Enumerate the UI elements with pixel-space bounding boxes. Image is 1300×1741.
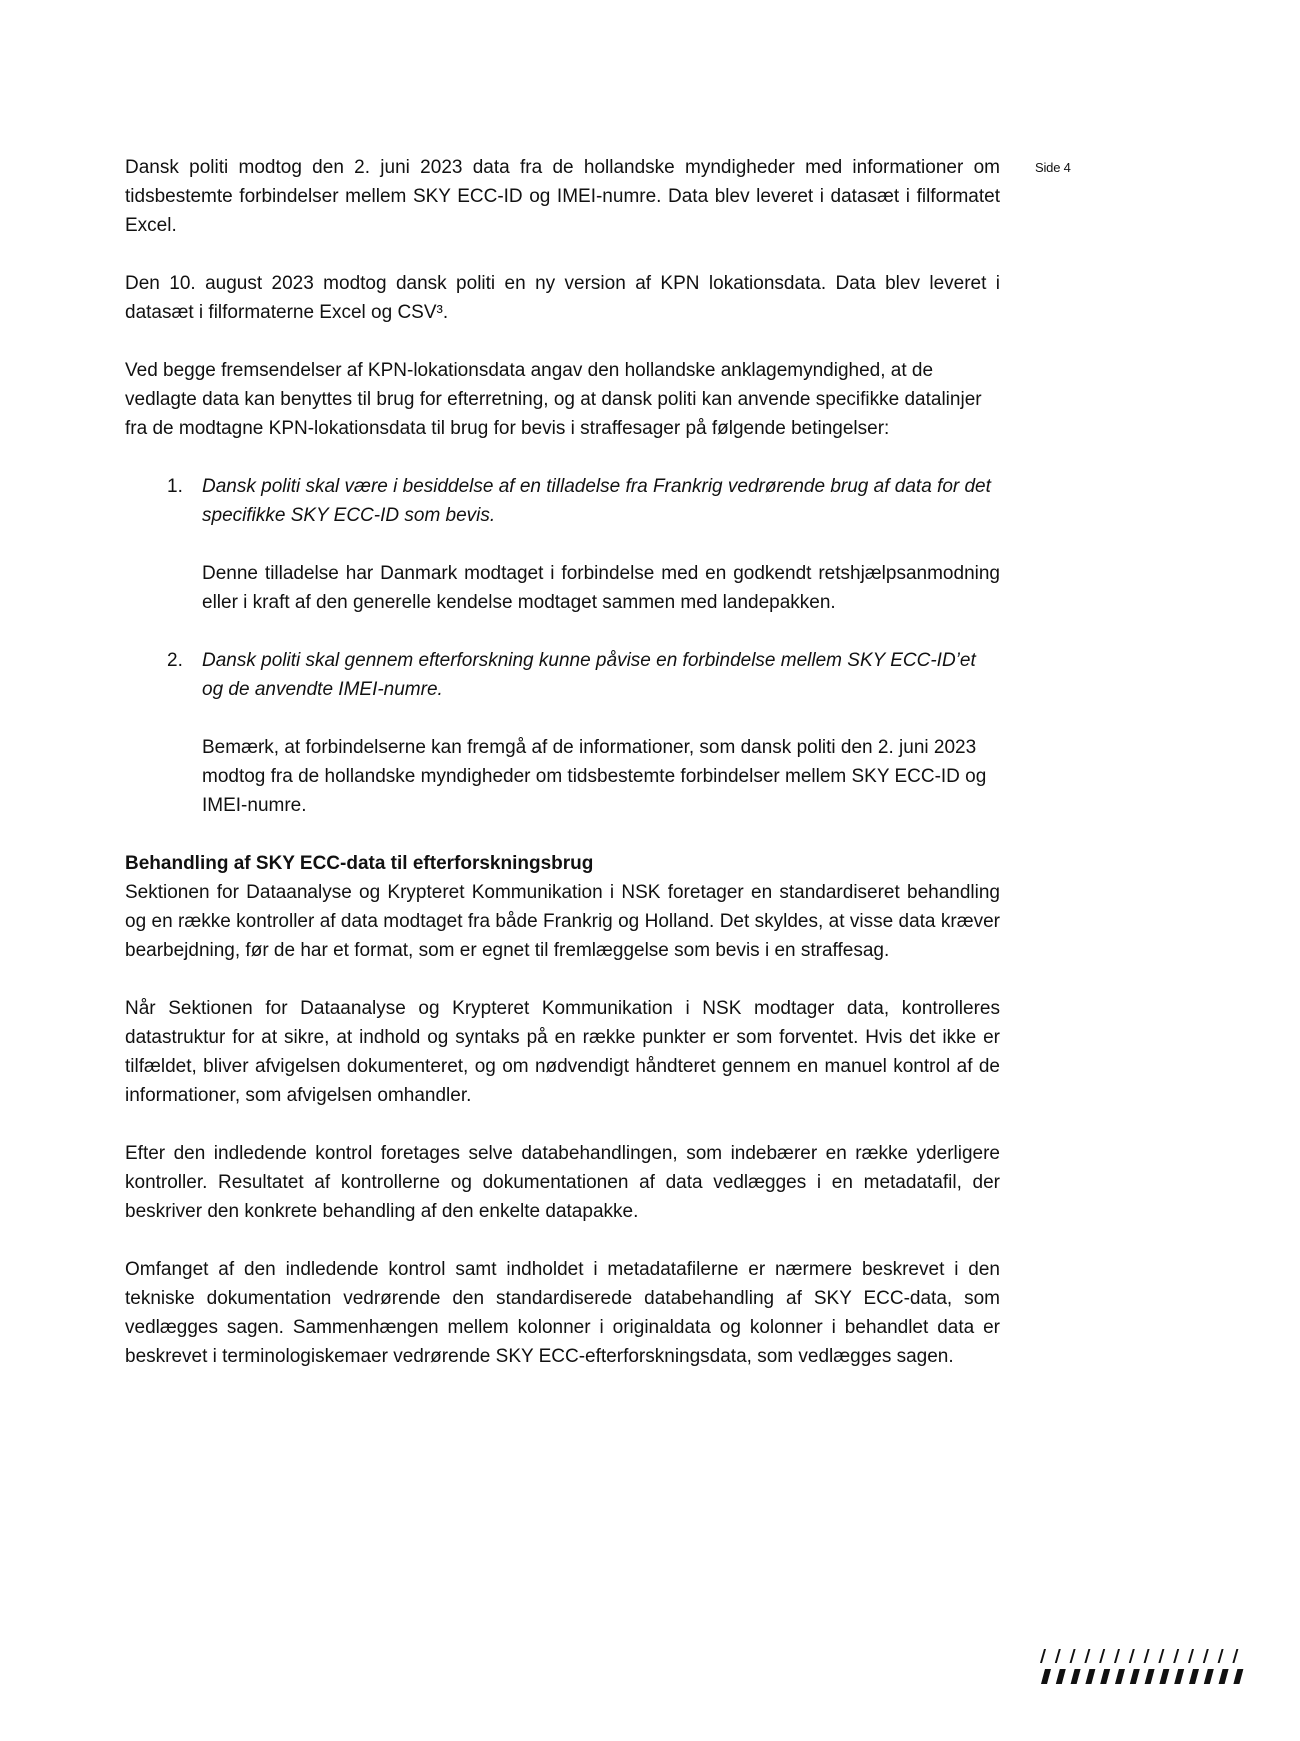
page-number: Side 4: [1035, 160, 1071, 175]
condition-note: Denne tilladelse har Danmark modtaget i forbindelse med en godkendt retshjælpsanmodning eller i kraft af den generelle kendelse modtaget sammen med landepakken.: [202, 563, 1000, 613]
condition-text: Dansk politi skal være i besiddelse af en tilladelse fra Frankrig vedrørende brug af data for det specifikke SKY ECC-ID som bevis.: [202, 476, 991, 526]
list-item: [125, 646, 1000, 820]
condition-note: Bemærk, at forbindelserne kan fremgå af de informationer, som dansk politi den 2. juni 2023 modtog fra de hollandske myndigheder om tidsbestemte forbindelser mellem SKY ECC-ID og IMEI-numre.: [202, 737, 987, 816]
paragraph: Den 10. august 2023 modtog dansk politi en ny version af KPN lokationsdata. Data blev leveret i datasæt i filformaterne Excel og CSV³.: [125, 273, 1000, 323]
condition-text: Dansk politi skal gennem efterforskning kunne påvise en forbindelse mellem SKY ECC-ID’et og de anvendte IMEI-numre.: [202, 650, 976, 700]
paragraph: Når Sektionen for Dataanalyse og Krypteret Kommunikation i NSK modtager data, kontrolleres datastruktur for at sikre, at indhold og syntaks på en række punkter er som forventet. Hvis det ikke er tilfældet, bliver afvigelsen dokumenteret, og om nødvendigt håndteret gennem en manuel kontrol af de informationer, som afvigelsen omhandler.: [125, 998, 1000, 1106]
paragraph: Sektionen for Dataanalyse og Krypteret Kommunikation i NSK foretager en standardiseret behandling og en række kontroller af data modtaget fra både Frankrig og Holland. Det skyldes, at visse data kræver bearbejdning, før de har et format, som er egnet til fremlæggelse som bevis i en straffesag.: [125, 882, 1000, 961]
paragraph: Ved begge fremsendelser af KPN-lokationsdata angav den hollandske anklagemyndighed, at de vedlagte data kan benyttes til brug for efterretning, og at dansk politi kan anvende specifikke datalinjer fra de modtagne KPN-lokationsdata til brug for bevis i straffesager på følgende betingelser:: [125, 360, 982, 439]
paragraph: Omfanget af den indledende kontrol samt indholdet i metadatafilerne er nærmere beskrevet i den tekniske dokumentation vedrørende den standardiserede databehandling af SKY ECC-data, som vedlægges sagen. Sammenhængen mellem kolonner i originaldata og kolonner i behandlet data er beskrevet i terminologiskemaer vedrørende SKY ECC-efterforskningsdata, som vedlægges sagen.: [125, 1259, 1000, 1367]
document-body: [125, 153, 1000, 1371]
section-heading: Behandling af SKY ECC-data til efterforskningsbrug: [125, 853, 594, 874]
list-item: [125, 472, 1000, 617]
conditions-list: [125, 472, 1000, 820]
police-logo: [1036, 1648, 1252, 1686]
paragraph: Dansk politi modtog den 2. juni 2023 data fra de hollandske myndigheder med informationer om tidsbestemte forbindelser mellem SKY ECC-ID og IMEI-numre. Data blev leveret i datasæt i filformatet Excel.: [125, 157, 1000, 236]
paragraph: Efter den indledende kontrol foretages selve databehandlingen, som indebærer en række yderligere kontroller. Resultatet af kontrollerne og dokumentationen af data vedlægges i en metadatafil, der beskriver den konkrete behandling af den enkelte datapakke.: [125, 1143, 1000, 1222]
list-number: 1.: [167, 476, 183, 497]
list-number: 2.: [167, 650, 183, 671]
